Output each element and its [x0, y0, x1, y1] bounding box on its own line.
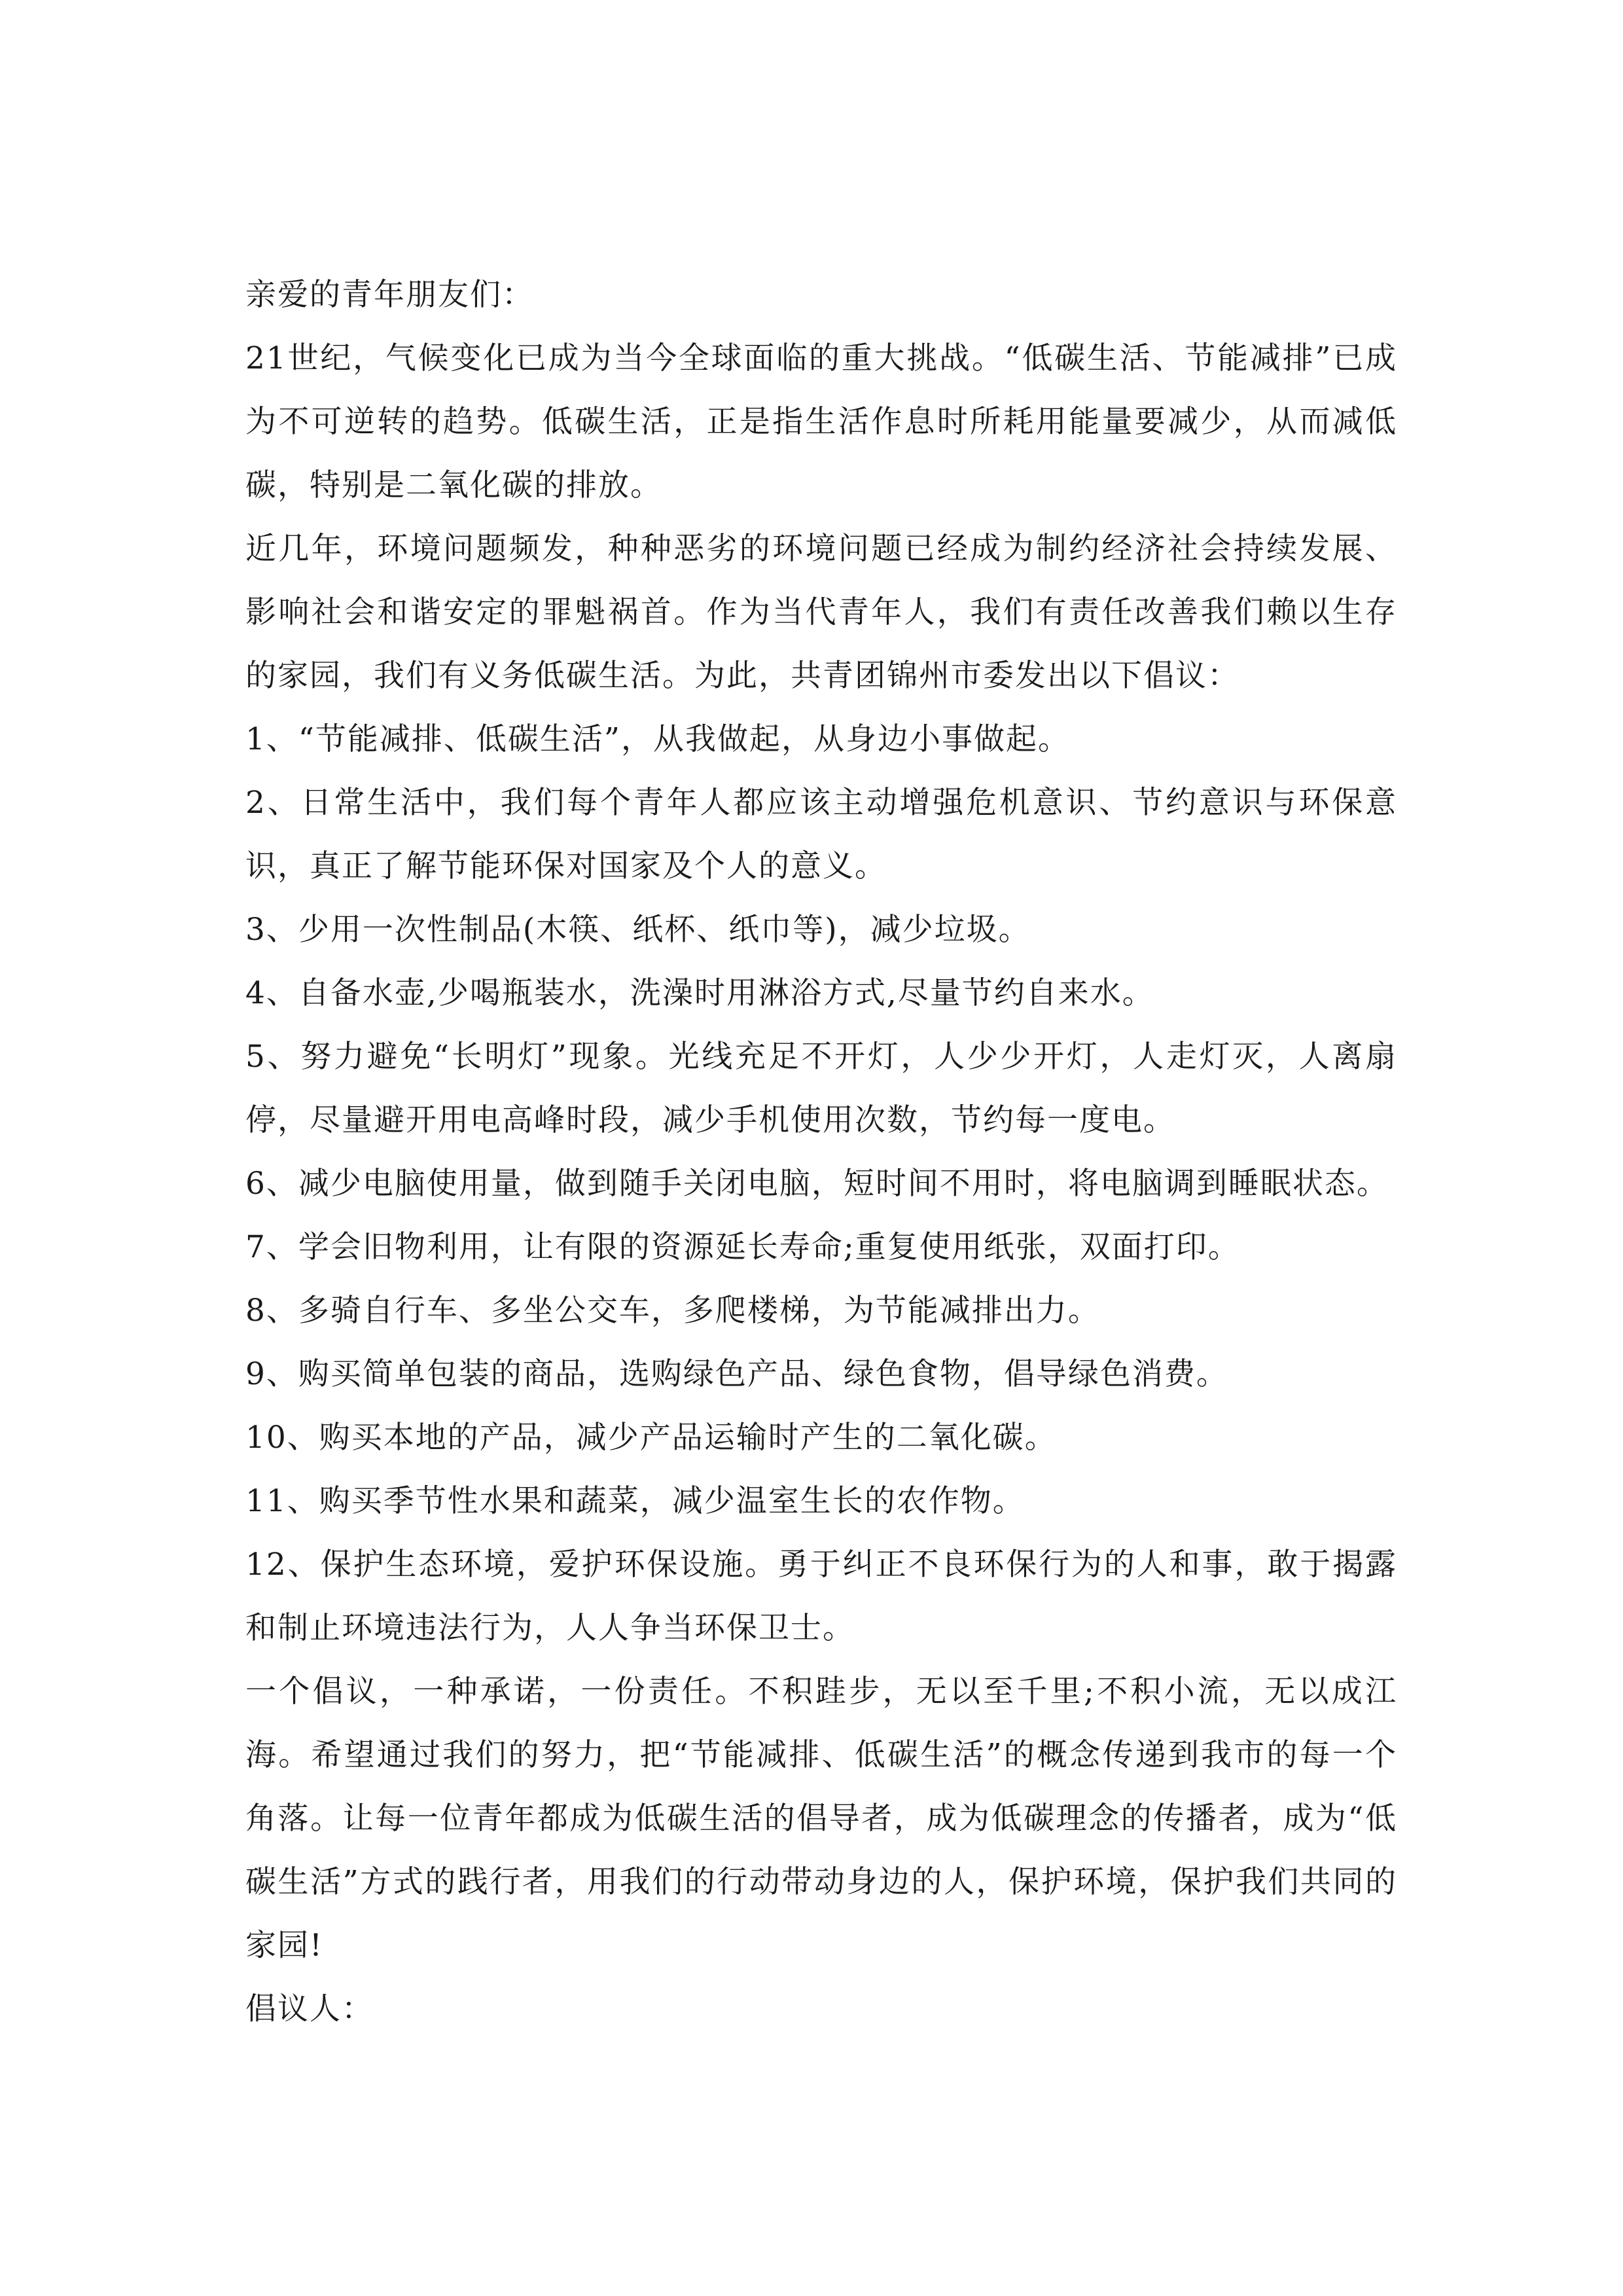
proposal-item-4: 4、自备水壶,少喝瓶装水，洗澡时用淋浴方式,尽量节约自来水。 [245, 975, 1154, 1011]
proposal-item-2: 2、日常生活中，我们每个青年人都应该主动增强危机意识、节约意识与环保意识，真正了解节能环保对国家及个人的意义。 [245, 785, 1397, 884]
document-body [245, 263, 1397, 2041]
proposal-item-12: 12、保护生态环境，爱护环保设施。勇于纠正不良环保行为的人和事，敢于揭露和制止环境违法行为，人人争当环保卫士。 [245, 1547, 1397, 1646]
proposal-item-10: 10、购买本地的产品，减少产品运输时产生的二氧化碳。 [245, 1420, 1057, 1456]
proposal-item-5: 5、努力避免“长明灯”现象。光线充足不开灯，人少少开灯，人走灯灭，人离扇停，尽量避开用电高峰时段，减少手机使用次数，节约每一度电。 [245, 1039, 1397, 1138]
proposal-item-1: 1、“节能减排、低碳生活”，从我做起，从身边小事做起。 [245, 721, 1070, 757]
proposal-item-9: 9、购买简单包装的商品，选购绿色产品、绿色食物，倡导绿色消费。 [245, 1356, 1228, 1392]
proposal-item-7: 7、学会旧物利用，让有限的资源延长寿命;重复使用纸张，双面打印。 [245, 1229, 1240, 1265]
signature-label: 倡议人： [245, 1991, 374, 2027]
proposal-item-8: 8、多骑自行车、多坐公交车，多爬楼梯，为节能减排出力。 [245, 1293, 1100, 1329]
intro-paragraph-1: 21世纪，气候变化已成为当今全球面临的重大挑战。“低碳生活、节能减排”已成为不可逆转的趋势。低碳生活，正是指生活作息时所耗用能量要减少，从而减低碳，特别是二氧化碳的排放。 [245, 340, 1397, 503]
closing-paragraph: 一个倡议，一种承诺，一份责任。不积跬步，无以至千里;不积小流，无以成江海。希望通过我们的努力，把“节能减排、低碳生活”的概念传递到我市的每一个角落。让每一位青年都成为低碳生活的倡导者，成为低碳理念的传播者，成为“低碳生活”方式的践行者，用我们的行动带动身边的人，保护环境，保护我们共同的家园! [245, 1674, 1397, 1964]
salutation: 亲爱的青年朋友们： [245, 277, 534, 313]
proposal-item-3: 3、少用一次性制品(木筷、纸杯、纸巾等)，减少垃圾。 [245, 912, 1031, 948]
proposal-item-6: 6、减少电脑使用量，做到随手关闭电脑，短时间不用时，将电脑调到睡眠状态。 [245, 1166, 1389, 1202]
proposal-item-11: 11、购买季节性水果和蔬菜，减少温室生长的农作物。 [245, 1483, 1025, 1519]
intro-paragraph-2: 近几年，环境问题频发，种种恶劣的环境问题已经成为制约经济社会持续发展、影响社会和谐安定的罪魁祸首。作为当代青年人，我们有责任改善我们赖以生存的家园，我们有义务低碳生活。为此，共青团锦州市委发出以下倡议： [245, 531, 1397, 694]
